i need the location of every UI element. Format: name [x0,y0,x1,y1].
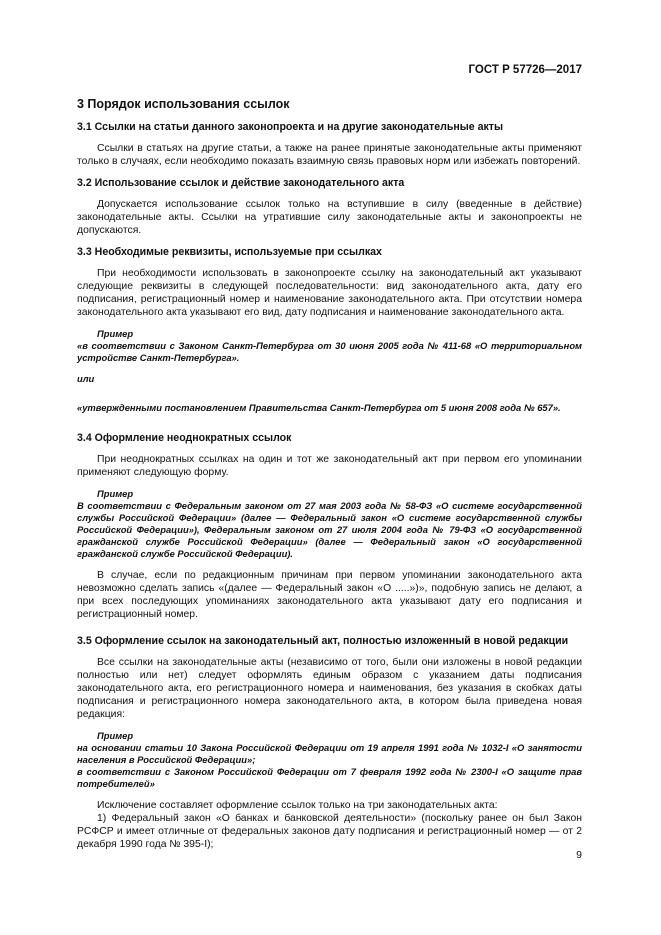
subsection-3-5-title: 3.5 Оформление ссылок на законодательный акт, полностью изложенный в новой редакции [77,635,569,647]
subsection-3-4-title: 3.4 Оформление неоднократных ссылок [77,432,292,444]
example-label: Пример [97,328,134,339]
example-label: Пример [97,488,134,499]
page-content [77,97,582,851]
paragraph: При необходимости использовать в законопроекте ссылку на законодательный акт указывают следующие реквизиты в следующей последовательности: вид законодательного акта, дату его подписания, регистрационный номер и наименование законодательного акта. При отсутствии номера законодательного акта указывают его вид, дату подписания и наименование законодательного акта. [77,268,582,318]
example-text: «утвержденными постановлением Правительства Санкт-Петербурга от 5 июня 2008 года № 657». [77,402,561,413]
paragraph: Все ссылки на законодательные акты (независимо от того, были они изложены в новой редакции полностью или нет) следует оформлять единым образом с указанием даты подписания законодательного акта, его регистрационного номера и наименования, без указания в скобках даты подписания и регистрационного номера законодательного акта, в котором была приведена новая редакция: [77,657,582,720]
subsection-3-3-title: 3.3 Необходимые реквизиты, используемые при ссылках [77,246,382,258]
paragraph: Допускается использование ссылок только на вступившие в силу (введенные в действие) законодательные акты. Ссылки на утратившие силу законодательные акты и законопроекты не допускаются. [77,199,582,236]
subsection-3-2-title: 3.2 Использование ссылок и действие законодательного акта [77,177,405,189]
paragraph: В случае, если по редакционным причинам при первом упоминании законодательного акта невозможно сделать запись «(далее — Федеральный закон «О .....»)», подобную запись не делают, а при всех последующих упоминаниях законодательного акта указывают дату его подписания и регистрационный номер. [77,570,582,620]
paragraph: Ссылки в статьях на другие статьи, а также на ранее принятые законодательные акты применяют только в случаях, если необходимо показать взаимную связь правовых норм или избежать повторений. [77,143,582,167]
section-title: 3 Порядок использования ссылок [77,97,290,111]
document-code: ГОСТ Р 57726—2017 [468,64,582,76]
example-text: в соответствии с Законом Российской Федерации от 7 февраля 1992 года № 2300-I «О защите прав потребителей» [77,766,582,789]
page-number: 9 [576,849,582,861]
example-text: на основании статьи 10 Закона Российской Федерации от 19 апреля 1991 года № 1032-I «О занятости населения в Российской Федерации»; [77,742,582,765]
paragraph: При неоднократных ссылках на один и тот же законодательный акт при первом его упоминании применяют следующую форму. [77,454,582,478]
example-text: В соответствии с Федеральным законом от 27 мая 2003 года № 58-ФЗ «О системе государственной службы Российской Федерации» (далее — Федеральный закон «О системе государственной службы Российской Федерации»), Федеральным законом от 27 июля 2004 года № 79-ФЗ «О государственной гражданской службе Российской Федерации» (далее — Федеральный закон «О государственной гражданской службе Российской Федерации). [77,500,582,559]
example-or: или [77,373,95,384]
subsection-3-1-title: 3.1 Ссылки на статьи данного законопроекта и на другие законодательные акты [77,121,504,133]
example-label: Пример [97,730,134,741]
example-text: «в соответствии с Законом Санкт-Петербурга от 30 июня 2005 года № 411-68 «О территориальном устройстве Санкт-Петербурга». [77,340,582,363]
list-item: 1) Федеральный закон «О банках и банковской деятельности» (поскольку ранее он был Закон РСФСР и имеет отличные от федеральных законов дату подписания и регистрационный номер — от 2 декабря 1990 года № 395-I); [77,813,582,850]
paragraph: Исключение составляет оформление ссылок только на три законодательных акта: [97,800,498,811]
